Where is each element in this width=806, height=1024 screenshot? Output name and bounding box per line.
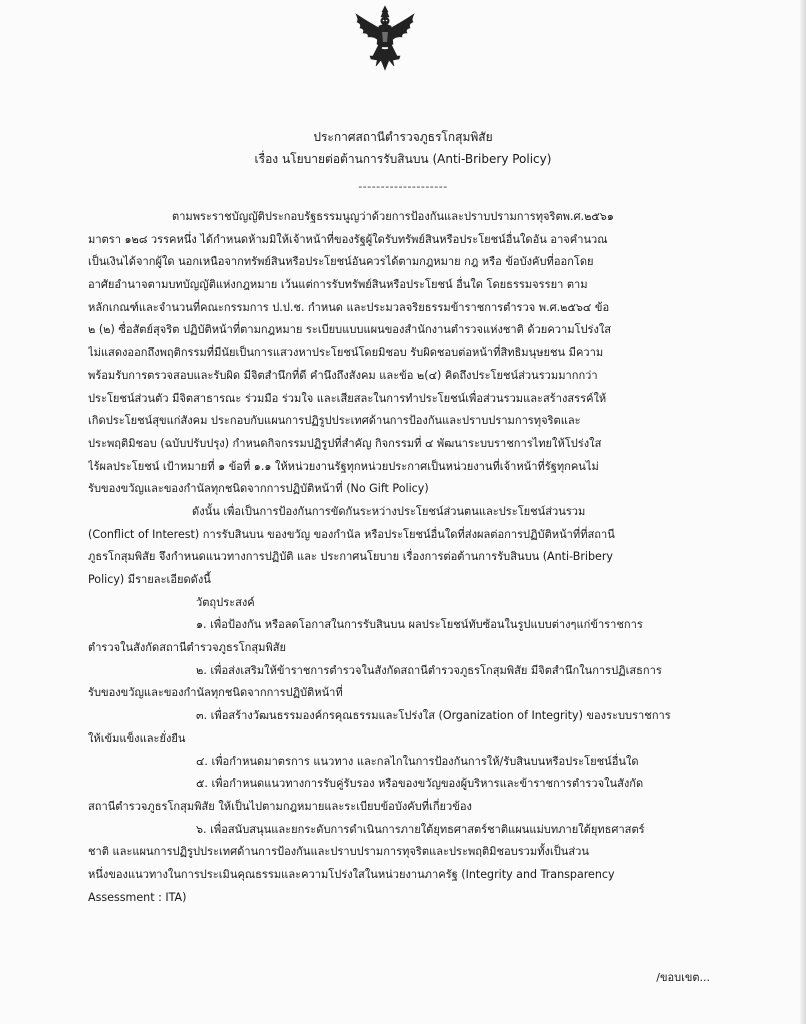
body-line: มาตรา ๑๒๘ วรรคหนึ่ง ได้กำหนดห้ามมิให้เจ้าหน้าที่ของรัฐผู้ใดรับทรัพย์สินหรือประโยชน์อื่นใดอัน อาจคำนวณ [88,232,608,246]
objective-item: ๔. เพื่อกำหนดมาตรการ แนวทาง และกลไกในการป้องกันการให้/รับสินบนหรือประโยชน์อื่นใด [196,754,639,768]
objective-item: ๒. เพื่อส่งเสริมให้ข้าราชการตำรวจในสังกัดสถานีตำรวจภูธรโกสุมพิสัย มีจิตสำนึกในการปฏิเสธการ [196,663,662,677]
body-line: อาศัยอำนาจตามบทบัญญัติแห่งกฎหมาย เว้นแต่การรับทรัพย์สินหรือประโยชน์ อื่นใด โดยธรรมจรรยา ตาม [88,278,588,292]
objectives-heading: วัตถุประสงค์ [196,595,255,609]
garuda-emblem-icon [350,4,420,74]
continued-marker: /ขอบเขต... [656,971,710,984]
objective-item: ๕. เพื่อกำหนดแนวทางการรับคู่รับรอง หรือของขวัญของผู้บริหารและข้าราชการตำรวจในสังกัด [196,777,644,791]
objective-item: ๖. เพื่อสนับสนุนและยกระดับการดำเนินการภายใต้ยุทธศาสตร์ชาติแผนแม่บทภายใต้ยุทธศาสตร์ [196,822,645,836]
body-line: เกิดประโยชน์สุขแก่สังคม ประกอบกับแผนการปฏิรูปประเทศด้านการป้องกันและปราบปรามการทุจริตและ [88,414,581,428]
announcement-title: ประกาศสถานีตำรวจภูธรโกสุมพิสัย [313,130,493,144]
body-line: พร้อมรับการตรวจสอบและรับผิด มีจิตสำนึกที่ดี คำนึงถึงสังคม และข้อ ๒(๔) คิดถึงประโยชน์ส่วนรวมมากกว่า [88,368,598,382]
objective-item: ๓. เพื่อสร้างวัฒนธรรมองค์กรคุณธรรมและโปร่งใส (Organization of Integrity) ของระบบราชการ [196,709,671,723]
body-line: ประพฤติมิชอบ (ฉบับปรับปรุง) กำหนดกิจกรรมปฏิรูปที่สำคัญ กิจกรรมที่ ๔ พัฒนาระบบราชการไทยให้โปร่งใส [88,436,602,450]
objective-item-cont: หนึ่งของแนวทางในการประเมินคุณธรรมและความโปร่งใสในหน่วยงานภาครัฐ (Integrity and Transparency [88,867,615,881]
body-line: รับของขวัญและของกำนัลทุกชนิดจากการปฏิบัติหน้าที่ (No Gift Policy) [88,482,429,496]
body-line: ดังนั้น เพื่อเป็นการป้องกันการขัดกันระหว่างประโยชน์ส่วนตนและประโยชน์ส่วนรวม [192,504,586,518]
body-line: ภูธรโกสุมพิสัย จึงกำหนดแนวทางการปฏิบัติ และ ประกาศนโยบาย เรื่องการต่อต้านการรับสินบน (Anti-Bribery [88,550,613,564]
objective-item-cont: ให้เข้มแข็งและยั่งยืน [88,731,186,745]
objective-item-cont: สถานีตำรวจภูธรโกสุมพิสัย ให้เป็นไปตามกฎหมายและระเบียบข้อบังคับที่เกี่ยวข้อง [88,799,472,813]
body-line: ไร้ผลประโยชน์ เป้าหมายที่ ๑ ข้อที่ ๑.๑ ให้หน่วยงานรัฐทุกหน่วยประกาศเป็นหน่วยงานที่เจ้าหน้าที่รัฐทุกคนไม่ [88,459,599,473]
objective-item-cont: ตำรวจในสังกัดสถานีตำรวจภูธรโกสุมพิสัย [88,641,287,655]
body-line: หลักเกณฑ์และจำนวนที่คณะกรรมการ ป.ป.ช. กำหนด และประมวลจริยธรรมข้าราชการตำรวจ พ.ศ.๒๕๖๔ ข้อ [88,300,610,314]
body-line: เป็นเงินได้จากผู้ใด นอกเหนือจากทรัพย์สินหรือประโยชน์อันควรได้ตามกฎหมาย กฎ หรือ ข้อบังคับที่ออกโดย [88,255,594,269]
objective-item: ๑. เพื่อป้องกัน หรือลดโอกาสในการรับสินบน ผลประโยชน์ทับซ้อนในรูปแบบต่างๆแก่ข้าราชการ [196,618,643,632]
objective-item-cont: Assessment : ITA) [88,890,187,904]
body-line: ตามพระราชบัญญัติประกอบรัฐธรรมนูญว่าด้วยการป้องกันและปราบปรามการทุจริตพ.ศ.๒๕๖๑ [172,210,614,223]
body-line: ๒ (๒) ซื่อสัตย์สุจริต ปฏิบัติหน้าที่ตามกฎหมาย ระเบียบแบบแผนของสำนักงานตำรวจแห่งชาติ ด้วยความโปร่งใส [88,323,612,337]
objective-item-cont: ชาติ และแผนการปฏิรูปประเทศด้านการป้องกันและปราบปรามการทุจริตและประพฤติมิชอบรวมทั้งเป็นส่วน [88,845,589,859]
document-header [0,126,806,170]
header-divider: -------------------- [358,180,448,193]
announcement-body [88,206,728,909]
body-line: ประโยชน์ส่วนตัว มีจิตสาธารณะ ร่วมมือ ร่วมใจ และเสียสละในการทำประโยชน์เพื่อส่วนรวมและสร้างสรรค์ให้ [88,391,607,405]
body-line: (Conflict of Interest) การรับสินบน ของขวัญ ของกำนัล หรือประโยชน์อื่นใดที่ส่งผลต่อการปฏิบัติหน้าที่ที่สถานี [88,527,615,541]
announcement-subject: เรื่อง นโยบายต่อต้านการรับสินบน (Anti-Bribery Policy) [254,152,552,166]
objective-item-cont: รับของขวัญและของกำนัลทุกชนิดจากการปฏิบัติหน้าที่ [88,686,343,700]
body-line: ไม่แสดงออกถึงพฤติกรรมที่มีนัยเป็นการแสวงหาประโยชน์โดยมิชอบ รับผิดชอบต่อหน้าที่สิทธิมนุษยชน มีความ [88,346,604,360]
body-line: Policy) มีรายละเอียดดังนี้ [88,573,211,586]
